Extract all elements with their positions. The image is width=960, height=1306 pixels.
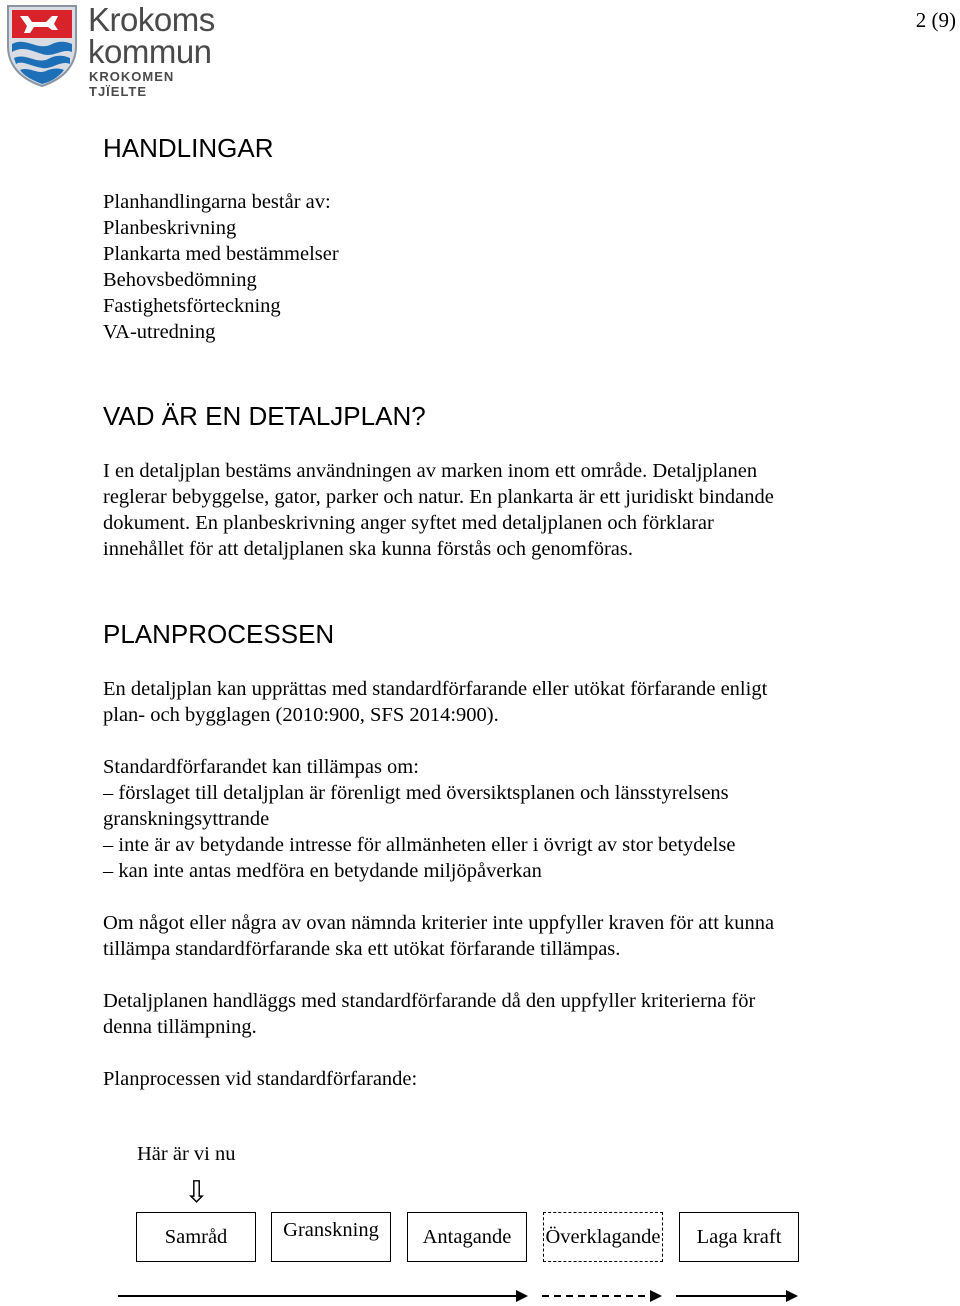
timeline-final-arrow: [676, 1290, 798, 1302]
process-step-antagande: Antagande: [407, 1212, 527, 1262]
planprocessen-paragraph-5: [103, 1066, 863, 1092]
process-timeline-arrows: [110, 1286, 810, 1306]
process-step-laga-kraft: Laga kraft: [679, 1212, 799, 1262]
section-title-planprocessen: PLANPROCESSEN: [103, 619, 335, 649]
text-line: reglerar bebyggelse, gator, parker och natur. En plankarta är ett juridiskt bindande: [103, 486, 774, 508]
timeline-solid-arrow: [118, 1290, 528, 1302]
list-item: Behovsbedömning: [103, 269, 257, 291]
section-title-detaljplan: VAD ÄR EN DETALJPLAN?: [103, 401, 426, 431]
list-item: Fastighetsförteckning: [103, 295, 281, 317]
down-arrow-icon: ⇩: [184, 1175, 210, 1210]
coat-of-arms-icon: [4, 2, 80, 88]
org-subtitle: KROKOMEN TJÏELTE: [89, 69, 175, 99]
current-step-label: Här är vi nu: [137, 1143, 236, 1165]
process-step-granskning: Granskning: [271, 1212, 391, 1262]
municipality-logo: [4, 1, 234, 99]
page-number: 2 (9): [915, 8, 956, 32]
text-line: plan- och bygglagen (2010:900, SFS 2014:900).: [103, 704, 499, 726]
text-line: Planprocessen vid standardförfarande:: [103, 1068, 418, 1090]
list-item: Planbeskrivning: [103, 217, 237, 239]
org-name-line2: kommun: [88, 33, 212, 70]
text-line: denna tillämpning.: [103, 1016, 257, 1038]
timeline-dashed-arrow: [542, 1290, 662, 1302]
list-item: Plankarta med bestämmelser: [103, 243, 339, 265]
text-line: dokument. En planbeskrivning anger syftet med detaljplanen och förklarar: [103, 512, 714, 534]
text-line: Om något eller några av ovan nämnda kriterier inte uppfyller kraven för att kunna: [103, 912, 775, 934]
text-line: Detaljplanen handläggs med standardförfarande då den uppfyller kriterierna för: [103, 990, 756, 1012]
planprocessen-paragraph-1: [103, 676, 863, 728]
list-item: VA-utredning: [103, 321, 216, 343]
text-line: Planhandlingarna består av:: [103, 191, 331, 213]
section-title-handlingar: HANDLINGAR: [103, 133, 274, 163]
process-step-samrad: Samråd: [136, 1212, 256, 1262]
detaljplan-paragraph: [103, 458, 863, 562]
text-line: granskningsyttrande: [103, 808, 270, 830]
text-line: innehållet för att detaljplanen ska kunna förstås och genomföras.: [103, 538, 633, 560]
text-line: – inte är av betydande intresse för allmänheten eller i övrigt av stor betydelse: [103, 834, 736, 856]
text-line: – förslaget till detaljplan är förenligt med översiktsplanen och länsstyrelsens: [103, 782, 729, 804]
text-line: – kan inte antas medföra en betydande miljöpåverkan: [103, 860, 542, 882]
text-line: tillämpa standardförfarande ska ett utökat förfarande tillämpas.: [103, 938, 621, 960]
planprocessen-paragraph-4: [103, 988, 863, 1040]
text-line: Standardförfarandet kan tillämpas om:: [103, 756, 419, 778]
process-step-overklagande: Överklagande: [543, 1212, 663, 1262]
handlingar-list: [103, 189, 863, 345]
org-name-line1: Krokoms: [88, 1, 215, 38]
text-line: I en detaljplan bestäms användningen av marken inom ett område. Detaljplanen: [103, 460, 758, 482]
text-line: En detaljplan kan upprättas med standardförfarande eller utökat förfarande enligt: [103, 678, 768, 700]
planprocessen-paragraph-3: [103, 910, 863, 962]
planprocessen-paragraph-2: [103, 754, 863, 884]
